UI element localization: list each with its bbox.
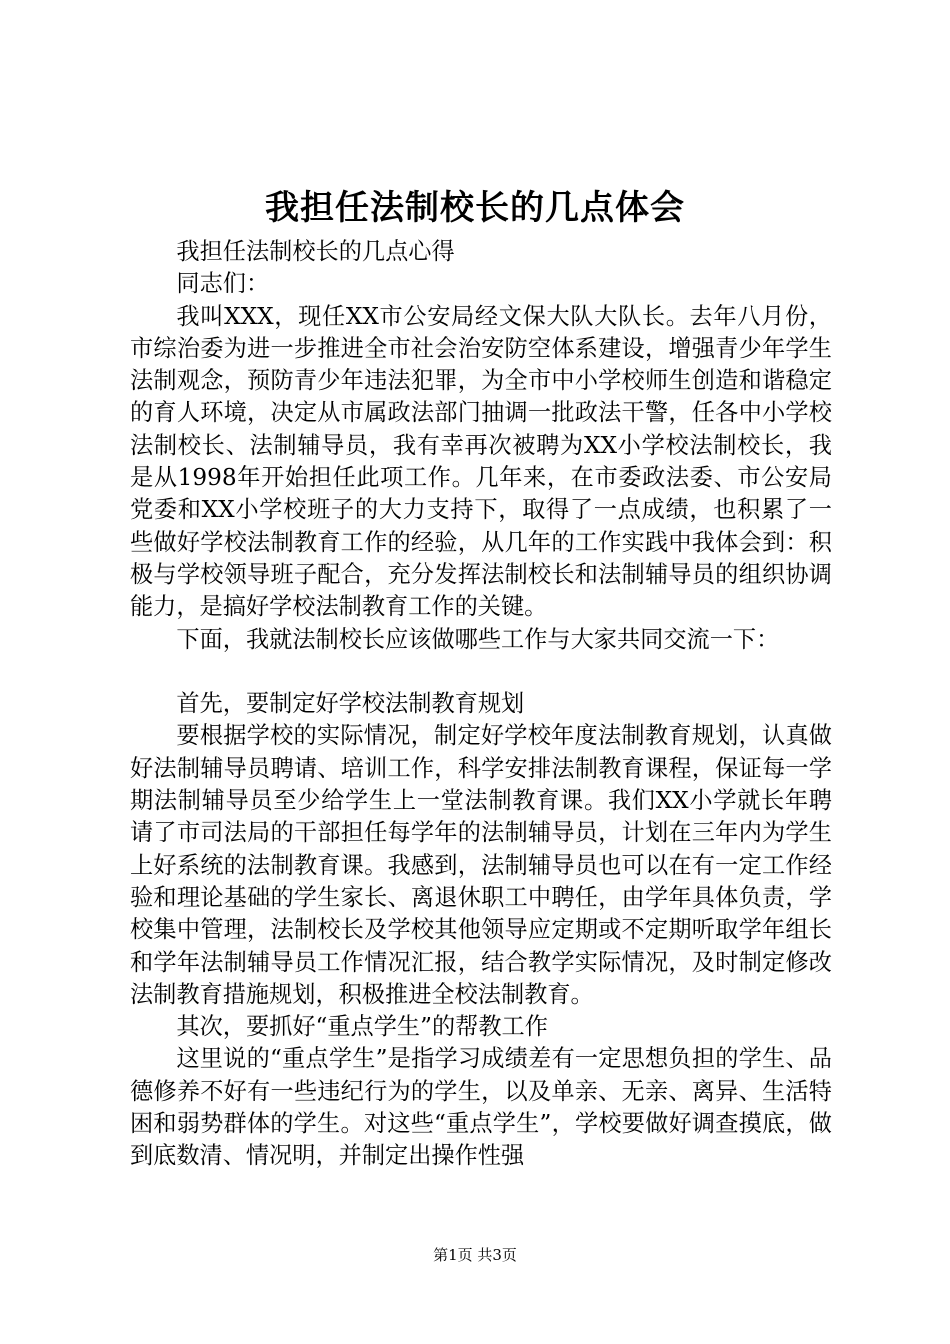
body-paragraph: 我叫XXX，现任XX市公安局经文保大队大队长。去年八月份，市综治委为进一步推进全市社会治安防空体系建设，增强青少年学生法制观念，预防青少年违法犯罪，为全市中小学校师生创造和谐稳定的育人环境，决定从市属政法部门抽调一批政法干警，任各中小学校法制校长、法制辅导员，我有幸再次被聘为XX小学校法制校长，我是从1998年开始担任此项工作。几年来，在市委政法委、市公安局党委和XX小学校班子的大力支持下，取得了一点成绩，也积累了一些做好学校法制教育工作的经验，从几年的工作实践中我体会到：积极与学校领导班子配合，充分发挥法制校长和法制辅导员的组织协调能力，是搞好学校法制教育工作的关键。 xyxy=(130,302,832,621)
document-title: 我担任法制校长的几点体会 xyxy=(265,188,685,228)
body-paragraph: 这里说的“重点学生”是指学习成绩差有一定思想负担的学生、品德修养不好有一些违纪行为的学生，以及单亲、无亲、离异、生活特困和弱势群体的学生。对这些“重点学生”，学校要做好调查摸底，做到底数清、情况明，并制定出操作性强 xyxy=(130,1045,832,1170)
page-footer: 第1页 共3页 xyxy=(433,1246,517,1264)
subtitle-paragraph: 我担任法制校长的几点心得 xyxy=(176,238,455,265)
document-body xyxy=(130,236,832,1173)
salutation-paragraph: 同志们： xyxy=(176,270,270,298)
body-paragraph: 下面，我就法制校长应该做哪些工作与大家共同交流一下： xyxy=(176,625,780,653)
section-heading: 其次，要抓好“重点学生”的帮教工作 xyxy=(176,1013,548,1041)
blank-line xyxy=(130,656,832,688)
body-paragraph: 要根据学校的实际情况，制定好学校年度法制教育规划，认真做好法制辅导员聘请、培训工作，科学安排法制教育课程，保证每一学期法制辅导员至少给学生上一堂法制教育课。我们XX小学就长年聘请了市司法局的干部担任每学年的法制辅导员，计划在三年内为学生上好系统的法制教育课。我感到，法制辅导员也可以在有一定工作经验和理论基础的学生家长、离退休职工中聘任，由学年具体负责，学校集中管理，法制校长及学校其他领导应定期或不定期听取学年组长和学年法制辅导员工作情况汇报，结合教学实际情况，及时制定修改法制教育措施规划，积极推进全校法制教育。 xyxy=(130,722,832,1008)
section-heading: 首先，要制定好学校法制教育规划 xyxy=(176,690,525,718)
